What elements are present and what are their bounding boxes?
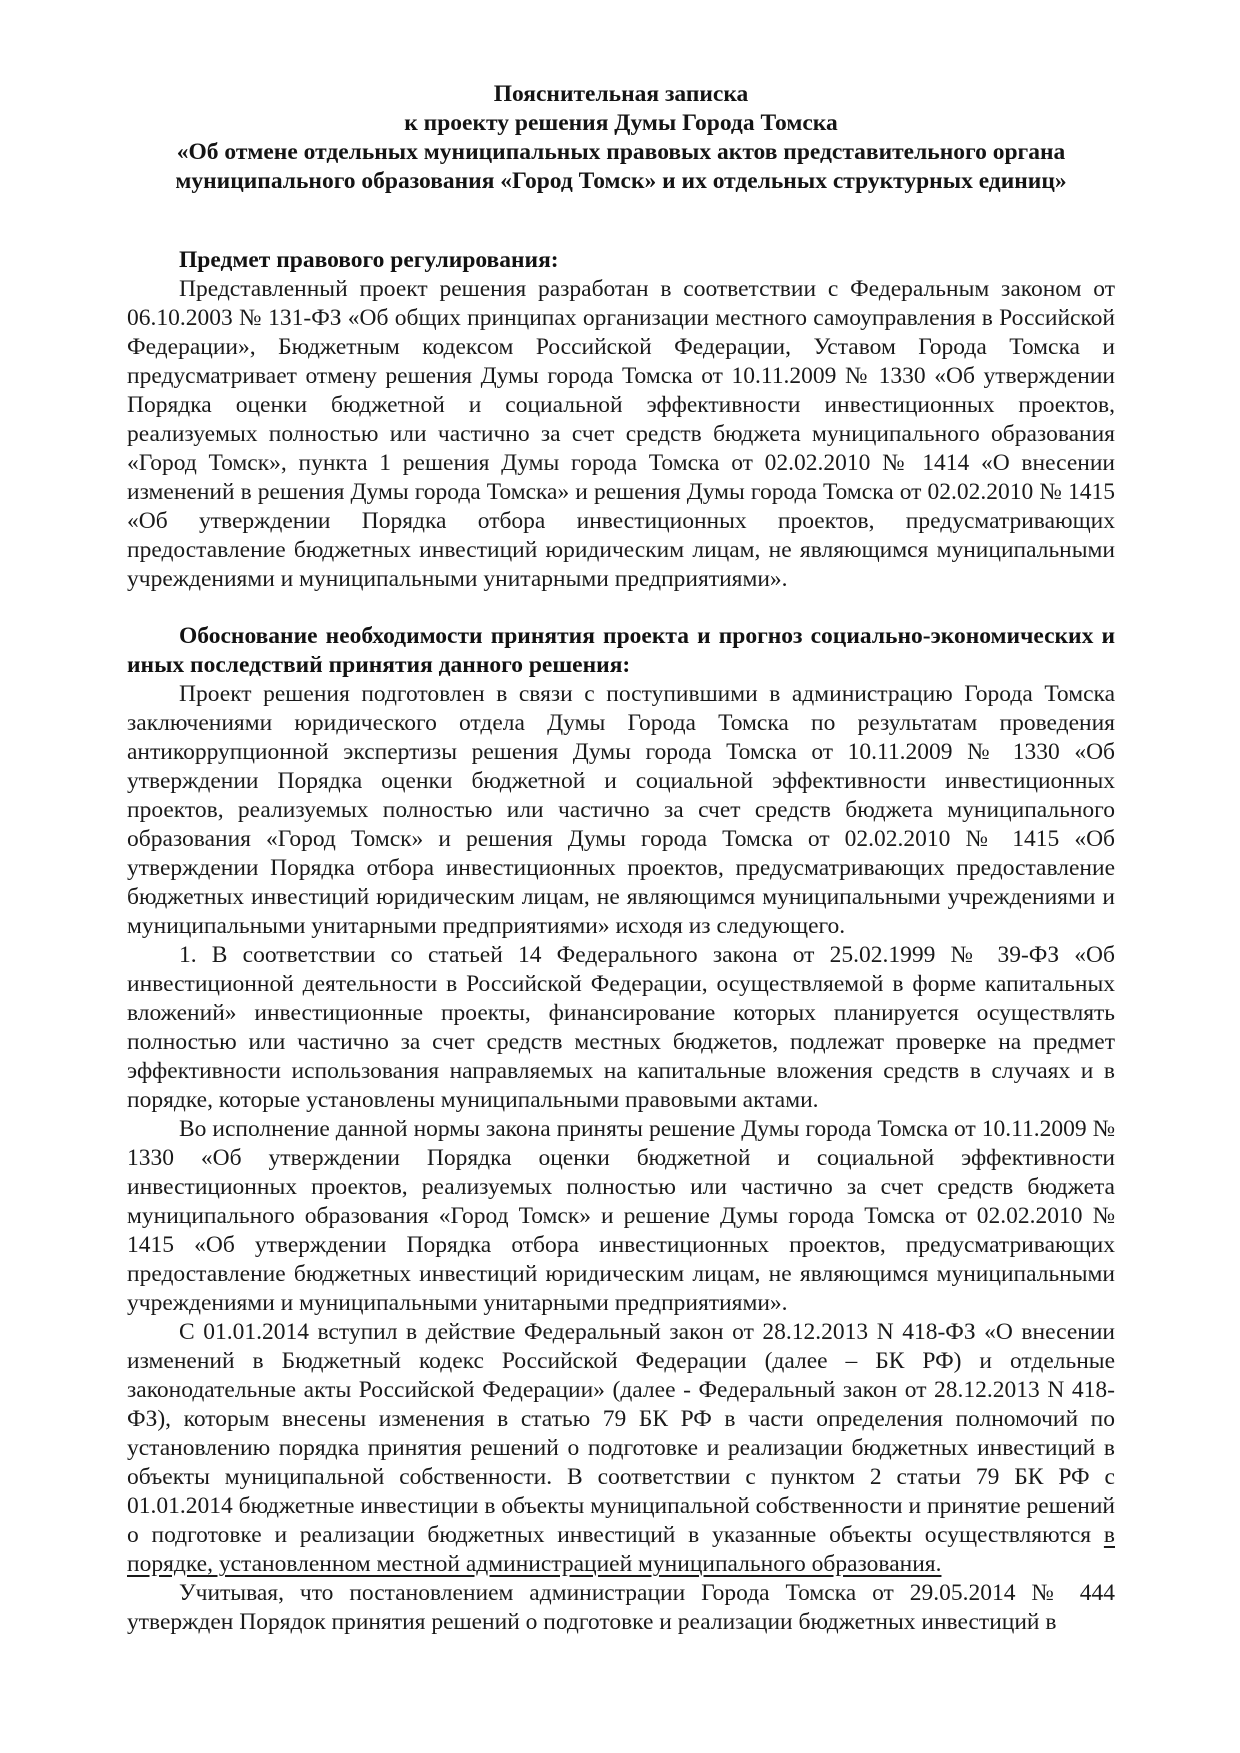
- paragraph-justification-2: 1. В соответствии со статьей 14 Федерального закона от 25.02.1999 № 39-ФЗ «Об инвестиционной деятельности в Российской Федерации, осуществляемой в форме капитальных вложений» инвестиционные проекты, финансирование которых планируется осуществлять полностью или частично за счет средств местных бюджетов, подлежат проверке на предмет эффективности использования направляемых на капитальные вложения средств в случаях и в порядке, которые установлены муниципальными правовыми актами.: [127, 942, 1115, 1113]
- paragraph-4-underlined-text: в порядке, установленном местной администрацией муниципального образования.: [127, 1522, 1115, 1577]
- title-line-1: Пояснительная записка: [493, 81, 749, 107]
- paragraph-justification-3: Во исполнение данной нормы закона приняты решение Думы города Томска от 10.11.2009 № 1330 «Об утверждении Порядка оценки бюджетной и социальной эффективности инвестиционных проектов, реализуемых полностью или частично за счет средств бюджета муниципального образования «Город Томск» и решение Думы города Томска от 02.02.2010 № 1415 «Об утверждении Порядка отбора инвестиционных проектов, предусматривающих предоставление бюджетных инвестиций юридическим лицам, не являющимся муниципальными учреждениями и муниципальными унитарными предприятиями».: [127, 1116, 1115, 1316]
- title-line-2: к проекту решения Думы Города Томска: [404, 110, 838, 136]
- title-line-3: «Об отмене отдельных муниципальных правовых актов представительного органа: [176, 139, 1066, 165]
- title-line-4: муниципального образования «Город Томск» и их отдельных структурных единиц»: [175, 168, 1067, 194]
- section-heading-subject: Предмет правового регулирования:: [179, 247, 559, 273]
- paragraph-4-text: С 01.01.2014 вступил в действие Федеральный закон от 28.12.2013 N 418-ФЗ «О внесении изменений в Бюджетный кодекс Российской Федерации (далее – БК РФ) и отдельные законодательные акты Российской Федерации» (далее - Федеральный закон от 28.12.2013 N 418-ФЗ), которым внесены изменения в статью 79 БК РФ в части определения полномочий по установлению порядка принятия решений о подготовке и реализации бюджетных инвестиций в объекты муниципальной собственности. В соответствии с пунктом 2 статьи 79 БК РФ с 01.01.2014 бюджетные инвестиции в объекты муниципальной собственности и принятие решений о подготовке и реализации бюджетных инвестиций в указанные объекты осуществляются: [127, 1319, 1115, 1548]
- section-heading-justification: Обоснование необходимости принятия проекта и прогноз социально-экономических и иных последствий принятия данного решения:: [127, 623, 1115, 678]
- paragraph-justification-5: Учитывая, что постановлением администрации Города Томска от 29.05.2014 № 444 утвержден Порядок принятия решений о подготовке и реализации бюджетных инвестиций в: [127, 1580, 1115, 1635]
- document-title: [127, 80, 1115, 196]
- paragraph-justification-4: [127, 1318, 1115, 1579]
- paragraph-subject: Представленный проект решения разработан в соответствии с Федеральным законом от 06.10.2003 № 131-ФЗ «Об общих принципах организации местного самоуправления в Российской Федерации», Бюджетным кодексом Российской Федерации, Уставом Города Томска и предусматривает отмену решения Думы города Томска от 10.11.2009 № 1330 «Об утверждении Порядка оценки бюджетной и социальной эффективности инвестиционных проектов, реализуемых полностью или частично за счет средств бюджета муниципального образования «Город Томск», пункта 1 решения Думы города Томска от 02.02.2010 № 1414 «О внесении изменений в решения Думы города Томска» и решения Думы города Томска от 02.02.2010 № 1415 «Об утверждении Порядка отбора инвестиционных проектов, предусматривающих предоставление бюджетных инвестиций юридическим лицам, не являющимся муниципальными учреждениями и муниципальными унитарными предприятиями».: [127, 276, 1115, 592]
- paragraph-justification-1: Проект решения подготовлен в связи с поступившими в администрацию Города Томска заключениями юридического отдела Думы Города Томска по результатам проведения антикоррупционной экспертизы решения Думы города Томска от 10.11.2009 № 1330 «Об утверждении Порядка оценки бюджетной и социальной эффективности инвестиционных проектов, реализуемых полностью или частично за счет средств бюджета муниципального образования «Город Томск» и решения Думы города Томска от 02.02.2010 № 1415 «Об утверждении Порядка отбора инвестиционных проектов, предусматривающих предоставление бюджетных инвестиций юридическим лицам, не являющимся муниципальными учреждениями и муниципальными унитарными предприятиями» исходя из следующего.: [127, 681, 1115, 939]
